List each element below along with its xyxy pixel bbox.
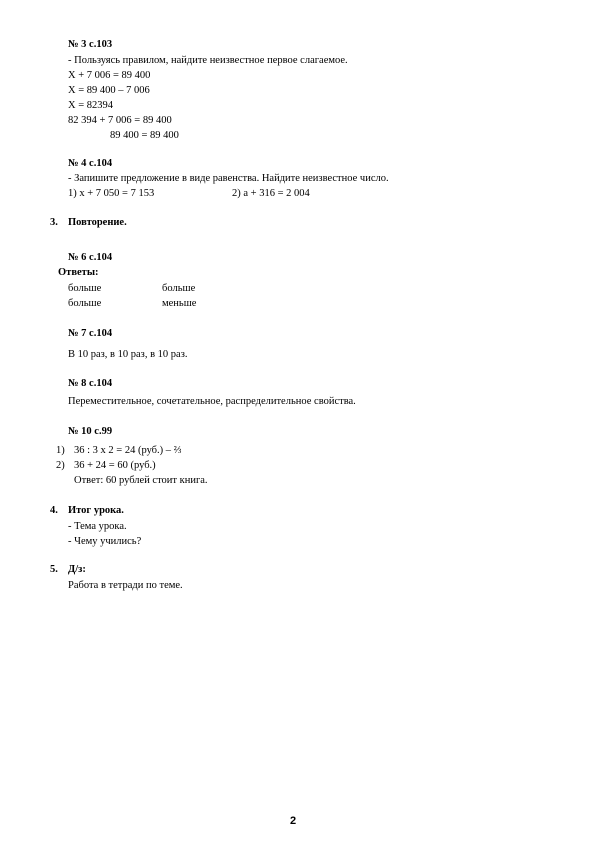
task3-line-2: X = 89 400 – 7 006 [68, 85, 150, 96]
task3-instruction: - Пользуясь правилом, найдите неизвестное первое слагаемое. [68, 55, 348, 66]
task4-item-1: 1) х + 7 050 = 7 153 [68, 188, 155, 199]
task7-heading: № 7 с.104 [68, 328, 113, 339]
task8-text: Переместительное, сочетательное, распределительное свойства. [68, 396, 356, 407]
task10-item-1-number: 1) [56, 445, 65, 456]
task10-heading: № 10 с.99 [68, 426, 113, 437]
section4-line-2: - Чему учились? [68, 536, 142, 547]
task3-line-5: 89 400 = 89 400 [110, 130, 179, 141]
task6-cell-2-1: больше [68, 298, 102, 309]
task10-item-1: 36 : 3 х 2 = 24 (руб.) – ⅔ [74, 445, 182, 456]
task6-answers-label: Ответы: [58, 267, 99, 278]
task4-item-2: 2) а + 316 = 2 004 [232, 188, 310, 199]
task10-item-2: 36 + 24 = 60 (руб.) [74, 460, 156, 471]
section5-text: Работа в тетради по теме. [68, 580, 183, 591]
section4-number: 4. [50, 505, 58, 516]
task10-item-2-number: 2) [56, 460, 65, 471]
section5-number: 5. [50, 564, 58, 575]
task10-answer: Ответ: 60 рублей стоит книга. [74, 475, 208, 486]
task3-heading: № 3 с.103 [68, 39, 113, 50]
section4-line-1: - Тема урока. [68, 521, 127, 532]
task3-line-1: X + 7 006 = 89 400 [68, 70, 151, 81]
page-number: 2 [290, 815, 297, 827]
task6-cell-1-2: больше [162, 283, 196, 294]
section5-title: Д/з: [68, 564, 86, 575]
task7-text: В 10 раз, в 10 раз, в 10 раз. [68, 349, 188, 360]
task6-cell-1-1: больше [68, 283, 102, 294]
section4-title: Итог урока. [68, 505, 124, 516]
section3-number: 3. [50, 217, 58, 228]
task4-heading: № 4 с.104 [68, 158, 113, 169]
task8-heading: № 8 с.104 [68, 378, 113, 389]
task3-line-4: 82 394 + 7 006 = 89 400 [68, 115, 172, 126]
task4-instruction: - Запишите предложение в виде равенства. Найдите неизвестное число. [68, 173, 389, 184]
task3-line-3: X = 82394 [68, 100, 114, 111]
task6-cell-2-2: меньше [162, 298, 197, 309]
section3-title: Повторение. [68, 217, 127, 228]
task6-heading: № 6 с.104 [68, 252, 113, 263]
